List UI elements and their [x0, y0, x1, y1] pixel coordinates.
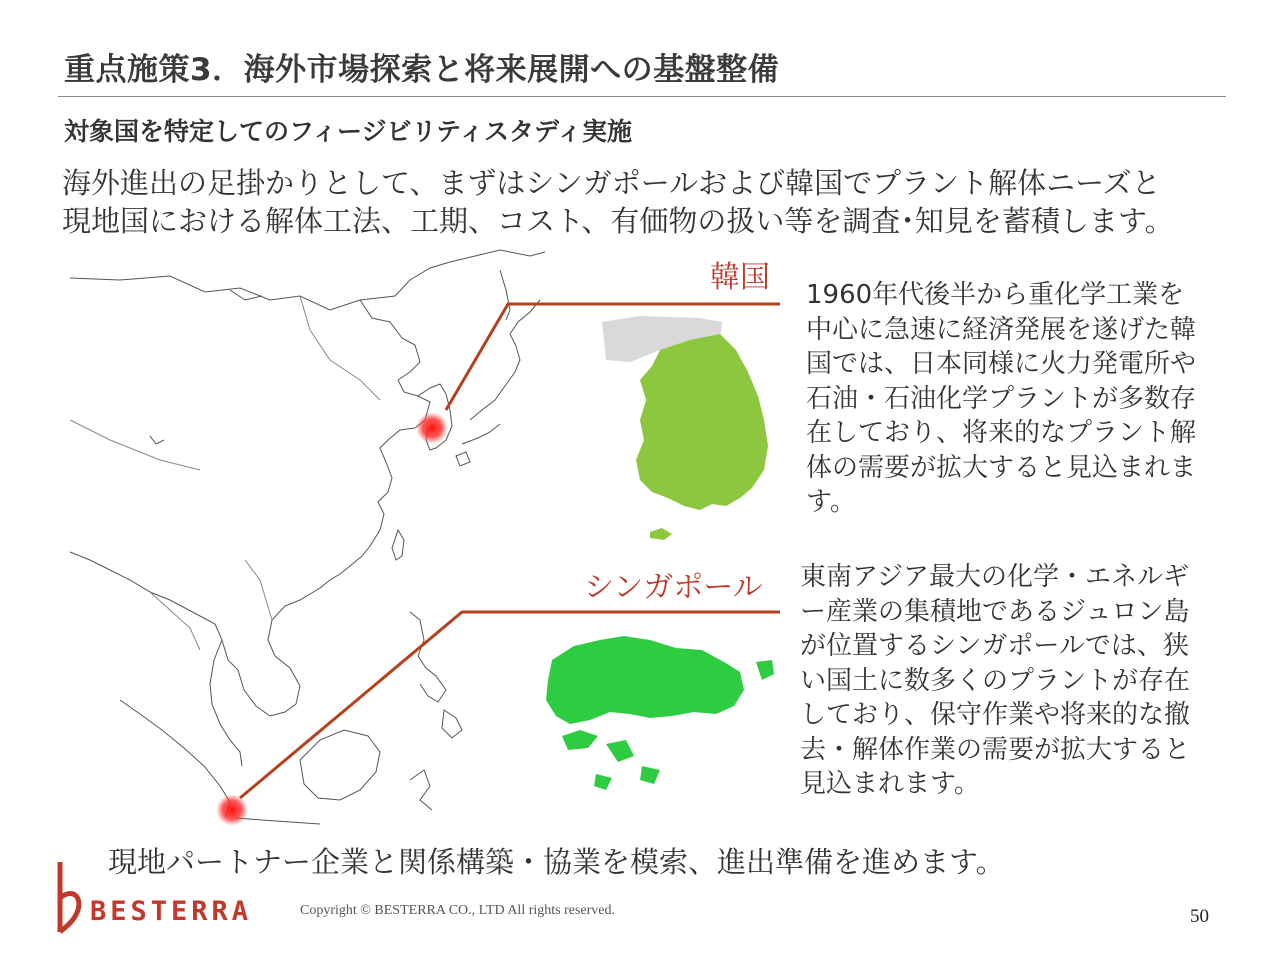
besterra-logo-mark — [52, 858, 88, 942]
korea-line: 中心に急速に経済発展を遂げた韓 — [806, 314, 1197, 345]
korea-line: 在しており、将来的なプラント解 — [806, 418, 1197, 448]
singapore-line: しており、保守作業や将来的な撤 — [800, 700, 1191, 730]
korea-description — [806, 278, 1196, 520]
korea-line: す。 — [806, 487, 856, 517]
singapore-label: シンガポール — [584, 570, 763, 605]
copyright-text: Copyright © BESTERRA CO., LTD All rights reserved. — [300, 903, 616, 918]
singapore-line: 東南アジア最大の化学・エネルギ — [800, 562, 1189, 592]
singapore-location-marker — [216, 794, 248, 826]
summary-text: 現地パートナー企業と関係構築・協業を模索、進出準備を進めます。 — [108, 845, 1005, 879]
korea-line: 体の需要が拡大すると見込まれま — [806, 452, 1197, 483]
singapore-description — [800, 560, 1190, 802]
singapore-line: い国土に数多くのプラントが存在 — [800, 665, 1191, 696]
korea-location-marker — [416, 412, 448, 444]
intro-line-2: 現地国における解体工法、工期、コスト、有価物の扱い等を調査･知見を蓄積します。 — [62, 204, 1174, 238]
korea-map-graphic — [602, 316, 768, 540]
singapore-line: が位置するシンガポールでは、狭 — [800, 631, 1189, 661]
east-asia-outline-map — [70, 250, 545, 824]
korea-line: 1960年代後半から重化学工業を — [806, 280, 1185, 310]
korea-line: 石油・石油化学プラントが多数存 — [806, 383, 1197, 414]
page-number: 50 — [1190, 906, 1209, 927]
section-subtitle: 対象国を特定してのフィージビリティスタディ実施 — [64, 117, 633, 146]
singapore-line: 去・解体作業の需要が拡大すると — [800, 734, 1191, 765]
korea-line: 国では、日本同様に火力発電所や — [806, 349, 1197, 379]
singapore-line: ー産業の集積地であるジュロン島 — [800, 596, 1190, 627]
besterra-logo-text: BESTERRA — [90, 896, 253, 927]
page-title: 重点施策3．海外市場探索と将来展開への基盤整備 — [64, 52, 780, 88]
korea-label: 韓国 — [710, 260, 770, 295]
singapore-line: 見込まれます。 — [800, 769, 980, 799]
singapore-map-graphic — [546, 636, 774, 790]
intro-line-1: 海外進出の足掛かりとして、まずはシンガポールおよび韓国でプラント解体ニーズと — [62, 166, 1161, 200]
